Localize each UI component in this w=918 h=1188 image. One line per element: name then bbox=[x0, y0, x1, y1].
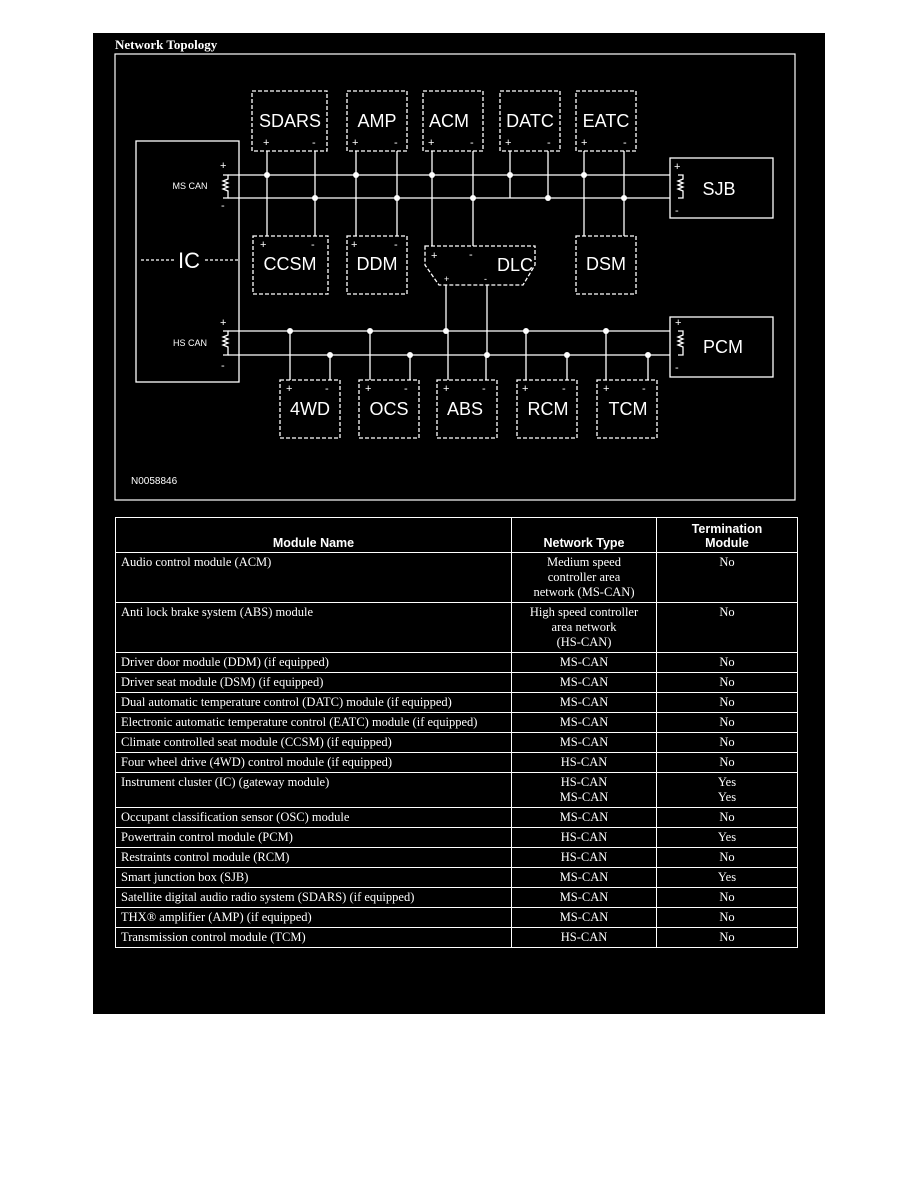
network-topology-diagram bbox=[93, 33, 825, 503]
network-line: HS-CAN bbox=[560, 850, 608, 864]
network-type-cell bbox=[512, 928, 657, 948]
network-line: area network bbox=[551, 620, 617, 634]
module-name-cell: Climate controlled seat module (CCSM) (if equipped) bbox=[116, 733, 512, 753]
termination-cell bbox=[657, 888, 798, 908]
ic-hs-termination-resistor bbox=[223, 331, 228, 355]
table-row bbox=[116, 888, 798, 908]
termination-cell bbox=[657, 848, 798, 868]
network-type-cell bbox=[512, 773, 657, 808]
table-row bbox=[116, 753, 798, 773]
svg-text:ABS: ABS bbox=[446, 399, 484, 419]
svg-text:+: + bbox=[428, 137, 435, 149]
termination-cell bbox=[657, 713, 798, 733]
svg-text:DLC: DLC bbox=[496, 255, 534, 275]
svg-text:+: + bbox=[365, 383, 372, 395]
termination-cell bbox=[657, 753, 798, 773]
network-line: MS-CAN bbox=[559, 655, 609, 669]
ic-hs-plus-sign: + bbox=[220, 317, 227, 329]
network-line: (HS-CAN) bbox=[556, 635, 612, 649]
svg-text:+: + bbox=[505, 137, 512, 149]
ic-ms-plus-sign: + bbox=[220, 160, 227, 172]
tcm-module bbox=[597, 380, 657, 438]
network-line: HS-CAN bbox=[560, 930, 608, 944]
module-name-cell: Satellite digital audio radio system (SDARS) (if equipped) bbox=[116, 888, 512, 908]
termination-cell bbox=[657, 693, 798, 713]
dlc-connector bbox=[425, 246, 535, 285]
table-row bbox=[116, 603, 798, 653]
table-body bbox=[116, 553, 798, 948]
svg-text:SJB: SJB bbox=[702, 179, 736, 199]
svg-text:DDM: DDM bbox=[356, 254, 398, 274]
module-name-cell: THX® amplifier (AMP) (if equipped) bbox=[116, 908, 512, 928]
svg-text:+: + bbox=[444, 274, 450, 284]
network-line: MS-CAN bbox=[559, 715, 609, 729]
table-row bbox=[116, 908, 798, 928]
svg-text:-: - bbox=[642, 383, 646, 395]
network-line: HS-CAN bbox=[560, 775, 608, 789]
module-name-cell: Anti lock brake system (ABS) module bbox=[116, 603, 512, 653]
svg-text:SDARS: SDARS bbox=[258, 111, 322, 131]
termination-line: Yes bbox=[717, 830, 737, 844]
svg-text:+: + bbox=[603, 383, 610, 395]
table-row bbox=[116, 673, 798, 693]
svg-text:ACM: ACM bbox=[429, 111, 469, 131]
svg-text:-: - bbox=[547, 137, 551, 149]
termination-line: No bbox=[719, 715, 735, 729]
svg-text:-: - bbox=[675, 362, 679, 374]
svg-text:-: - bbox=[562, 383, 566, 395]
termination-line: Yes bbox=[717, 775, 737, 789]
svg-text:EATC: EATC bbox=[582, 111, 630, 131]
4wd-module bbox=[280, 380, 340, 438]
svg-text:+: + bbox=[522, 383, 529, 395]
sdars-module bbox=[252, 91, 327, 151]
sjb-module bbox=[670, 158, 773, 218]
ms-can-label: MS CAN bbox=[172, 181, 208, 191]
svg-text:RCM: RCM bbox=[527, 399, 569, 419]
termination-cell bbox=[657, 828, 798, 848]
abs-module bbox=[437, 380, 497, 438]
document-sheet bbox=[93, 33, 825, 1014]
svg-text:-: - bbox=[311, 239, 315, 251]
module-name-cell: Restraints control module (RCM) bbox=[116, 848, 512, 868]
network-type-cell bbox=[512, 553, 657, 603]
network-line: controller area bbox=[547, 570, 621, 584]
termination-line: No bbox=[719, 755, 735, 769]
pcm-module bbox=[670, 317, 773, 377]
network-type-cell bbox=[512, 808, 657, 828]
module-table bbox=[115, 517, 798, 948]
table-header-row bbox=[116, 518, 798, 553]
datc-module bbox=[500, 91, 560, 151]
termination-line: No bbox=[719, 695, 735, 709]
network-line: MS-CAN bbox=[559, 810, 609, 824]
module-table-wrapper bbox=[115, 517, 797, 948]
svg-text:-: - bbox=[675, 205, 679, 217]
table-row bbox=[116, 773, 798, 808]
table-row bbox=[116, 693, 798, 713]
termination-line: Yes bbox=[717, 870, 737, 884]
svg-text:-: - bbox=[394, 137, 398, 149]
svg-text:+: + bbox=[286, 383, 293, 395]
svg-text:PCM: PCM bbox=[703, 337, 743, 357]
module-name-cell: Transmission control module (TCM) bbox=[116, 928, 512, 948]
termination-cell bbox=[657, 603, 798, 653]
network-type-cell bbox=[512, 713, 657, 733]
network-type-cell bbox=[512, 603, 657, 653]
ic-ms-minus-sign: - bbox=[221, 200, 225, 212]
network-type-cell bbox=[512, 888, 657, 908]
table-row bbox=[116, 928, 798, 948]
ccsm-module bbox=[253, 236, 328, 294]
svg-text:-: - bbox=[469, 249, 473, 261]
svg-text:+: + bbox=[581, 137, 588, 149]
network-type-cell bbox=[512, 753, 657, 773]
termination-line: No bbox=[719, 850, 735, 864]
termination-cell bbox=[657, 733, 798, 753]
termination-line: No bbox=[719, 675, 735, 689]
termination-line: No bbox=[719, 655, 735, 669]
acm-module bbox=[423, 91, 483, 151]
network-type-cell bbox=[512, 828, 657, 848]
svg-text:-: - bbox=[482, 383, 486, 395]
module-name-cell: Driver seat module (DSM) (if equipped) bbox=[116, 673, 512, 693]
module-name-cell: Driver door module (DDM) (if equipped) bbox=[116, 653, 512, 673]
module-name-cell: Four wheel drive (4WD) control module (if equipped) bbox=[116, 753, 512, 773]
header-network-type: Network Type bbox=[512, 518, 657, 553]
network-line: Medium speed bbox=[547, 555, 621, 569]
eatc-module bbox=[576, 91, 636, 151]
svg-text:-: - bbox=[623, 137, 627, 149]
network-line: MS-CAN bbox=[559, 790, 609, 804]
svg-text:+: + bbox=[352, 137, 359, 149]
table-row bbox=[116, 828, 798, 848]
module-name-cell: Dual automatic temperature control (DATC) module (if equipped) bbox=[116, 693, 512, 713]
ocs-module bbox=[359, 380, 419, 438]
termination-line: No bbox=[719, 555, 735, 569]
table-row bbox=[116, 808, 798, 828]
table-row bbox=[116, 733, 798, 753]
rcm-module bbox=[517, 380, 577, 438]
network-line: HS-CAN bbox=[560, 755, 608, 769]
termination-line: No bbox=[719, 910, 735, 924]
ddm-module bbox=[347, 236, 407, 294]
termination-cell bbox=[657, 928, 798, 948]
dsm-module bbox=[576, 236, 636, 294]
network-type-cell bbox=[512, 868, 657, 888]
module-name-cell: Powertrain control module (PCM) bbox=[116, 828, 512, 848]
svg-text:4WD: 4WD bbox=[290, 399, 330, 419]
ic-hs-minus-sign: - bbox=[221, 360, 225, 372]
section-title: Network Topology bbox=[115, 37, 218, 52]
svg-text:-: - bbox=[470, 137, 474, 149]
module-name-cell: Occupant classification sensor (OSC) module bbox=[116, 808, 512, 828]
network-line: MS-CAN bbox=[559, 735, 609, 749]
svg-text:-: - bbox=[404, 383, 408, 395]
svg-text:TCM: TCM bbox=[608, 399, 648, 419]
termination-cell bbox=[657, 868, 798, 888]
termination-cell bbox=[657, 553, 798, 603]
svg-text:-: - bbox=[484, 274, 487, 284]
network-type-cell bbox=[512, 653, 657, 673]
header-module-name: Module Name bbox=[116, 518, 512, 553]
network-line: MS-CAN bbox=[559, 890, 609, 904]
termination-line: No bbox=[719, 930, 735, 944]
module-name-cell: Audio control module (ACM) bbox=[116, 553, 512, 603]
svg-text:+: + bbox=[674, 161, 681, 173]
termination-line: Yes bbox=[717, 790, 737, 804]
svg-text:+: + bbox=[263, 137, 270, 149]
ic-label: IC bbox=[178, 248, 200, 273]
svg-text:+: + bbox=[351, 239, 358, 251]
svg-text:DATC: DATC bbox=[506, 111, 554, 131]
network-type-cell bbox=[512, 693, 657, 713]
network-line: HS-CAN bbox=[560, 830, 608, 844]
termination-cell bbox=[657, 653, 798, 673]
svg-text:-: - bbox=[325, 383, 329, 395]
termination-cell bbox=[657, 673, 798, 693]
svg-text:AMP: AMP bbox=[357, 111, 397, 131]
termination-cell bbox=[657, 908, 798, 928]
ic-ms-termination-resistor bbox=[223, 175, 228, 198]
network-line: MS-CAN bbox=[559, 695, 609, 709]
termination-line: No bbox=[719, 605, 735, 619]
svg-text:-: - bbox=[312, 137, 316, 149]
table-row bbox=[116, 713, 798, 733]
network-line: MS-CAN bbox=[559, 675, 609, 689]
amp-module bbox=[347, 91, 407, 151]
svg-text:DSM: DSM bbox=[586, 254, 626, 274]
table-row bbox=[116, 553, 798, 603]
termination-line: No bbox=[719, 890, 735, 904]
network-type-cell bbox=[512, 848, 657, 868]
termination-line: No bbox=[719, 735, 735, 749]
hs-can-label: HS CAN bbox=[172, 338, 208, 348]
network-type-cell bbox=[512, 733, 657, 753]
svg-text:+: + bbox=[675, 317, 682, 329]
table-row bbox=[116, 848, 798, 868]
network-line: MS-CAN bbox=[559, 910, 609, 924]
module-name-cell: Electronic automatic temperature control (EATC) module (if equipped) bbox=[116, 713, 512, 733]
svg-text:+: + bbox=[431, 250, 438, 262]
table-row bbox=[116, 868, 798, 888]
termination-line: No bbox=[719, 810, 735, 824]
network-type-cell bbox=[512, 673, 657, 693]
svg-text:OCS: OCS bbox=[369, 399, 409, 419]
svg-text:-: - bbox=[394, 239, 398, 251]
network-type-cell bbox=[512, 908, 657, 928]
table-row bbox=[116, 653, 798, 673]
module-name-cell: Smart junction box (SJB) bbox=[116, 868, 512, 888]
termination-cell bbox=[657, 773, 798, 808]
figure-id: N0058846 bbox=[131, 476, 178, 487]
svg-text:CCSM: CCSM bbox=[263, 254, 317, 274]
network-line: network (MS-CAN) bbox=[533, 585, 635, 599]
network-line: High speed controller bbox=[529, 605, 639, 619]
svg-text:+: + bbox=[443, 383, 450, 395]
module-name-cell: Instrument cluster (IC) (gateway module) bbox=[116, 773, 512, 808]
header-termination-module: Termination Module bbox=[657, 518, 798, 553]
network-line: MS-CAN bbox=[559, 870, 609, 884]
termination-cell bbox=[657, 808, 798, 828]
svg-text:+: + bbox=[260, 239, 267, 251]
